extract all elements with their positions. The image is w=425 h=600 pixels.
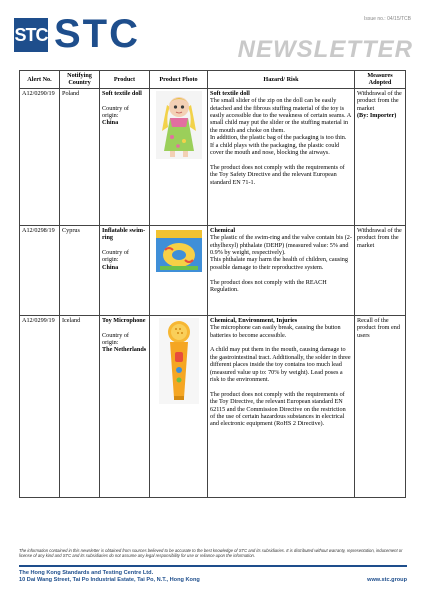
hazard-text: This phthalate may harm the health of children, causing possible damage to their reproductive system. <box>210 256 348 271</box>
hazard-title: Chemical, Environment, Injuries <box>210 316 298 324</box>
product-photo-cell <box>150 315 208 497</box>
microphone-photo <box>159 318 199 404</box>
alert-no-cell: A12/0299/19 <box>20 315 60 497</box>
hazard-cell <box>208 315 355 497</box>
disclaimer-text: The information contained in this newsletter is obtained from sources believed to be accurate to the best knowledge of STC and its subsidiaries. It is distributed without warranty, representation, inducement or license of any kind and STC and its subsidiaries do not assume any legal responsibility for use or reliance upon the information. <box>19 548 403 558</box>
table-header-row <box>20 71 406 89</box>
product-cell <box>100 88 150 225</box>
measures-cell <box>355 315 406 497</box>
header-photo: Product Photo <box>150 71 208 89</box>
header-hazard: Hazard/ Risk <box>208 71 355 89</box>
stc-logo-text: STC <box>54 12 140 56</box>
hazard-text: The microphone can easily break, causing the button batteries to become accessible. <box>210 324 341 339</box>
product-name: Inflatable swim-ring <box>102 226 146 242</box>
alert-no-cell: A12/0290/19 <box>20 88 60 225</box>
measure-text: Recall of the product from end users <box>357 316 400 339</box>
table-row <box>20 225 406 315</box>
hazard-compliance: The product does not comply with the requirements of the Toy Directive, the relevant European standard EN 62115 and the Commission Directive on the restriction of the use of certain hazardous substances in electrical and electronic equipment (RoHS 2 Directive). <box>210 390 346 428</box>
newsletter-title: NEWSLETTER <box>237 36 413 63</box>
table-row <box>20 315 406 497</box>
product-photo-cell <box>150 88 208 225</box>
product-cell <box>100 315 150 497</box>
recall-table <box>19 70 406 498</box>
measures-cell <box>355 225 406 315</box>
footer-divider <box>19 565 407 567</box>
hazard-text: The small slider of the zip on the doll can be easily detached and the fibrous stuffing material of the toy is easily accessible due to the weakness of certain seams. A small child may put the slider or the stuffing material in the mouth and choke on them. <box>210 97 351 134</box>
measure-text: Withdrawal of the product from the market <box>357 89 402 112</box>
hazard-cell <box>208 225 355 315</box>
hazard-text: In addition, the plastic bag of the packaging is too thin. If a child plays with the packaging, the plastic could cover the mouth and nose, blocking the airways. <box>210 134 347 157</box>
product-photo-cell <box>150 225 208 315</box>
header-country: Notifying Country <box>60 71 100 89</box>
header-product: Product <box>100 71 150 89</box>
alert-no-cell: A12/0298/19 <box>20 225 60 315</box>
country-cell: Poland <box>60 88 100 225</box>
footer-address-block <box>19 570 200 584</box>
measures-cell <box>355 88 406 225</box>
company-address: 10 Dai Wang Street, Tai Po Industrial Estate, Tai Po, N.T., Hong Kong <box>19 577 200 583</box>
origin-value: China <box>102 119 119 127</box>
issue-number: Issue no.: 04/15/TCB <box>364 16 411 22</box>
company-name: The Hong Kong Standards and Testing Centre Ltd. <box>19 570 154 576</box>
product-name: Soft textile doll <box>102 89 142 97</box>
hazard-compliance: The product does not comply with the REACH Regulation. <box>210 278 327 294</box>
doll-photo <box>156 91 202 159</box>
origin-label: Country of origin: <box>102 331 129 347</box>
country-cell: Cyprus <box>60 225 100 315</box>
origin-value: China <box>102 263 119 271</box>
stc-logo-mark: STC <box>14 18 48 52</box>
header-alert-no: Alert No. <box>20 71 60 89</box>
hazard-title: Chemical <box>210 226 236 234</box>
page-header <box>0 0 425 68</box>
hazard-text: The plastic of the swim-ring and the valve contain bis (2-ethylhexyl) phthalate (DEHP) (measured value: 5% and 0.9% by weight, respectively). <box>210 234 352 257</box>
product-cell <box>100 225 150 315</box>
product-name: Toy Microphone <box>102 316 146 324</box>
table-row <box>20 88 406 225</box>
hazard-compliance: The product does not comply with the requirements of the Toy Safety Directive and the relevant European standard EN 71-1. <box>210 163 345 186</box>
origin-label: Country of origin: <box>102 249 129 264</box>
origin-value: The Netherlands <box>102 346 147 354</box>
swim-ring-photo <box>154 228 204 274</box>
country-cell: Iceland <box>60 315 100 497</box>
website-link[interactable]: www.stc.group <box>367 577 407 583</box>
measure-text: Withdrawal of the product from the market <box>357 226 402 249</box>
hazard-title: Soft textile doll <box>210 89 250 97</box>
hazard-cell <box>208 88 355 225</box>
hazard-text: A child may put them in the mouth, causing damage to the gastrointestinal tract. Additionally, the solder in three different places inside the toy contains too much lead (measured value up to: 70% by weight). Lead poses a risk to the environment. <box>210 346 351 384</box>
measure-by: (By: Importer) <box>357 112 397 120</box>
header-measures: Measures Adopted <box>355 71 406 89</box>
origin-label: Country of origin: <box>102 104 129 120</box>
